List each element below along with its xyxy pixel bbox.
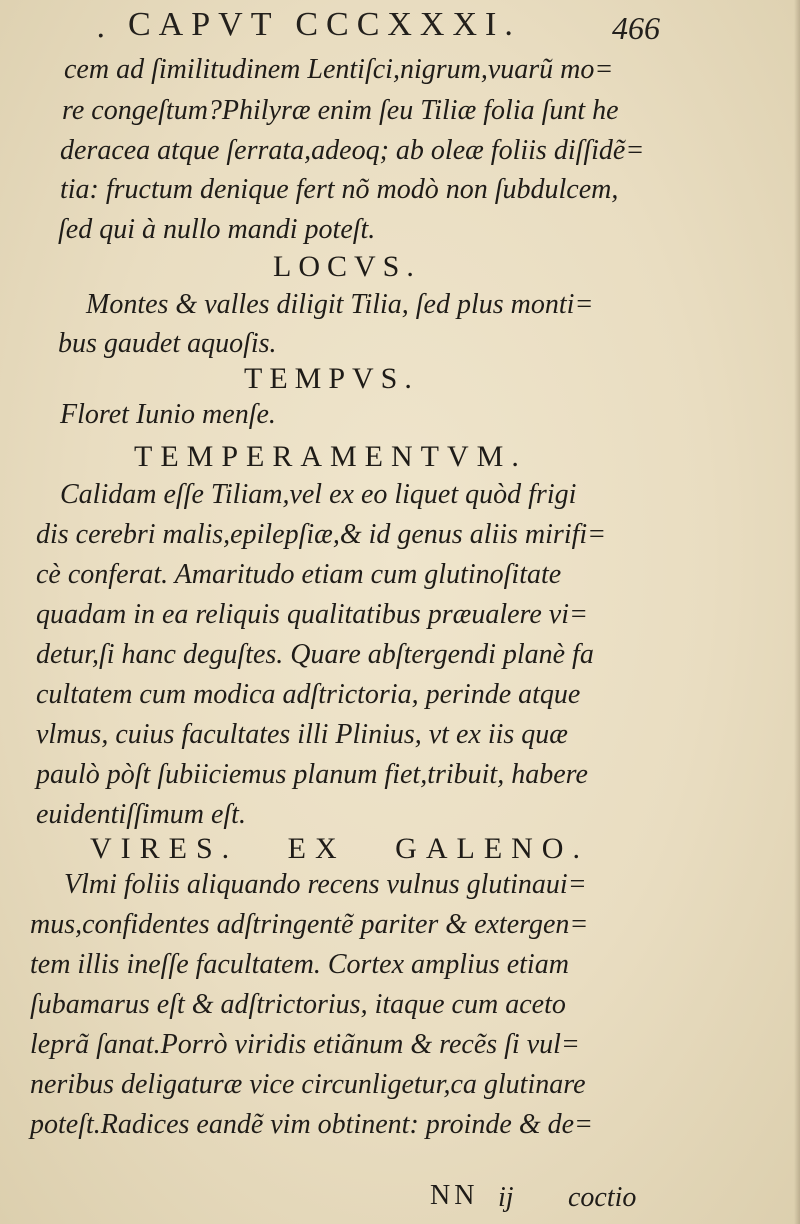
- section-heading-tempus: TEMPVS.: [244, 362, 419, 395]
- text-line: ſubamarus eſt & adſtrictorius, itaque cum aceto: [30, 989, 566, 1020]
- text-line: re congeſtum?Philyræ enim ſeu Tiliæ folia ſunt he: [62, 95, 619, 126]
- text-line: poteſt.Radices eandẽ vim obtinent: proinde & de=: [30, 1109, 593, 1140]
- text-line: ſed qui à nullo mandi poteſt.: [58, 214, 376, 245]
- section-heading-vires: VIRES. EX GALENO.: [90, 832, 589, 865]
- catchword: coctio: [568, 1182, 637, 1213]
- text-line: cultatem cum modica adſtrictoria, perinde atque: [36, 679, 581, 710]
- text-line: cè conferat. Amaritudo etiam cum glutinoſitate: [36, 559, 562, 590]
- text-line: Calidam eſſe Tiliam,vel ex eo liquet quòd frigi: [60, 479, 577, 510]
- text-line: dis cerebri malis,epilepſiæ,& id genus aliis mirifi=: [36, 519, 607, 550]
- running-header: [0, 0, 800, 50]
- text-line: tia: fructum denique fert nõ modò non ſubdulcem,: [60, 174, 619, 205]
- page-edge-shadow: [794, 0, 800, 1224]
- signature-mark: NN: [430, 1180, 479, 1211]
- chapter-title: CAPVT CCCXXXI.: [128, 6, 521, 43]
- text-line: bus gaudet aquoſis.: [58, 328, 277, 359]
- text-line: Floret Iunio menſe.: [60, 399, 276, 430]
- text-line: detur,ſi hanc deguſtes. Quare abſtergendi planè fa: [36, 639, 594, 670]
- header-dot: .: [96, 10, 106, 45]
- text-line: cem ad ſimilitudinem Lentiſci,nigrum,vuarũ mo=: [64, 54, 614, 85]
- text-line: leprã ſanat.Porrò viridis etiãnum & recẽs ſi vul=: [30, 1029, 580, 1060]
- text-line: quadam in ea reliquis qualitatibus præualere vi=: [36, 599, 588, 630]
- text-line: mus,confidentes adſtringentẽ pariter & extergen=: [30, 909, 589, 940]
- text-line: paulò pòſt ſubiiciemus planum fiet,tribuit, habere: [36, 759, 588, 790]
- text-line: tem illis ineſſe facultatem. Cortex amplius etiam: [30, 949, 569, 980]
- section-heading-temperamentum: TEMPERAMENTVM.: [134, 440, 527, 473]
- section-heading-locus: LOCVS.: [273, 250, 421, 283]
- signature-number: ij: [498, 1182, 514, 1213]
- text-line: deracea atque ſerrata,adeoq; ab oleæ foliis diſſidẽ=: [60, 135, 645, 166]
- page-number: 466: [612, 10, 660, 46]
- text-line: vlmus, cuius facultates illi Plinius, vt ex iis quæ: [36, 719, 568, 750]
- text-line: Montes & valles diligit Tilia, ſed plus monti=: [86, 289, 594, 320]
- text-line: Vlmi foliis aliquando recens vulnus glutinaui=: [64, 869, 587, 900]
- text-line: neribus deligaturæ vice circunligetur,ca glutinare: [30, 1069, 586, 1100]
- text-line: euidentiſſimum eſt.: [36, 799, 246, 830]
